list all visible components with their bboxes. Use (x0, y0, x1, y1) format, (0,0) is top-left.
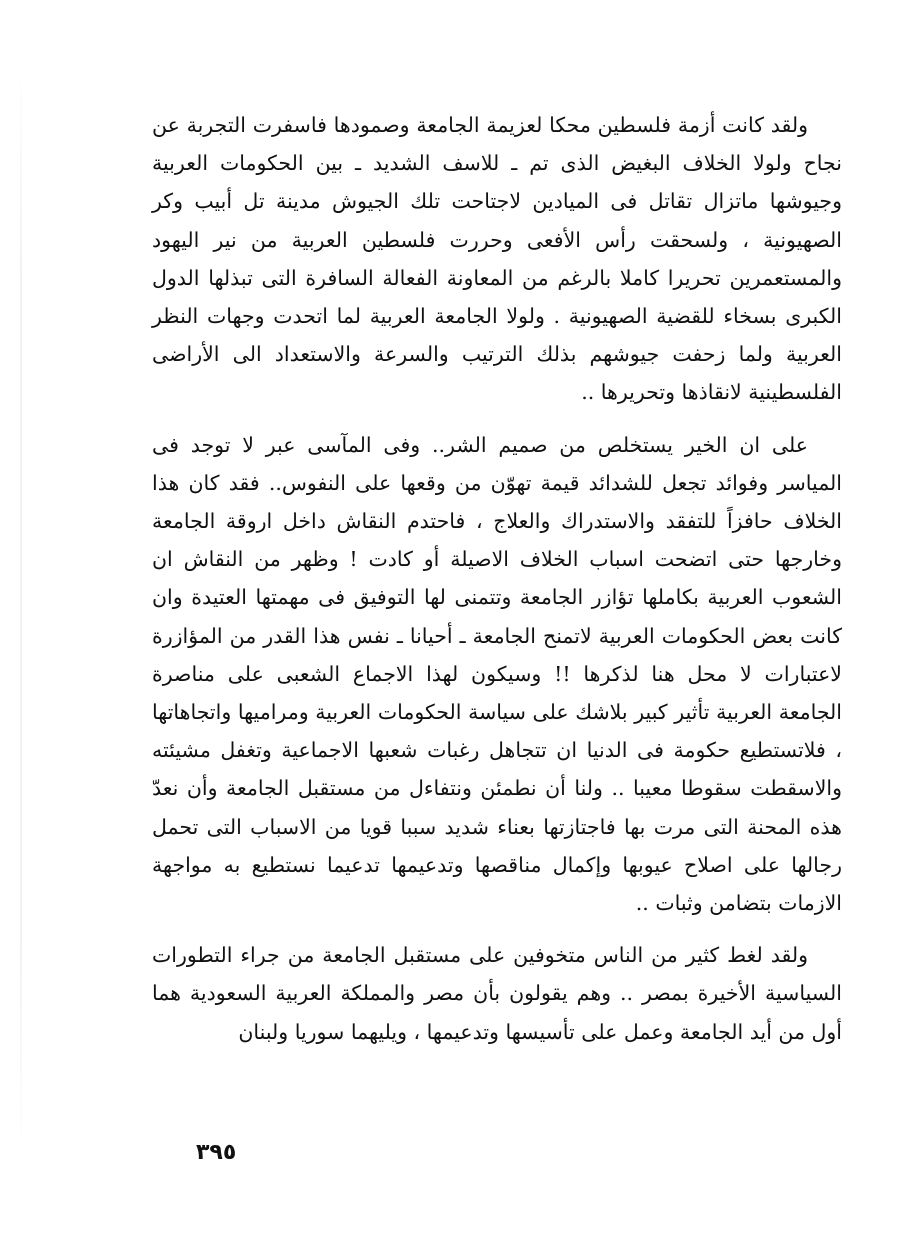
page-number: ٣٩٥ (196, 1140, 237, 1165)
paragraph-1: ولقد كانت أزمة فلسطين محكا لعزيمة الجامعة وصمودها فاسفرت التجربة عن نجاح ولولا الخلاف البغيض الذى تم ـ للاسف الشديد ـ بين الحكومات العربية وجيوشها ماتزال تقاتل فى الميادين لاجتاحت تلك الجيوش مدينة تل أبيب وكر الصهيونية ، ولسحقت رأس الأفعى وحررت فلسطين العربية من نير اليهود والمستعمرين تحريرا كاملا بالرغم من المعاونة الفعالة السافرة التى تبذلها الدول الكبرى بسخاء للقضية الصهيونية . ولولا الجامعة العربية لما اتحدت وجهات النظر العربية ولما زحفت جيوشهم بذلك الترتيب والسرعة والاستعداد الى الأراضى الفلسطينية لانقاذها وتحريرها .. (152, 113, 842, 405)
scan-binding-shadow (20, 60, 22, 1160)
paragraph-2: على ان الخير يستخلص من صميم الشر.. وفى المآسى عبر لا توجد فى المياسر وفوائد تجعل للشدائد قيمة تهوّن من وقعها على النفوس.. فقد كان هذا الخلاف حافزاً للتفقد والاستدراك والعلاج ، فاحتدم النقاش داخل اروقة الجامعة وخارجها حتى اتضحت اسباب الخلاف الاصيلة أو كادت ! وظهر من النقاش ان الشعوب العربية بكاملها تؤازر الجامعة وتتمنى لها التوفيق فى مهمتها العتيدة وان كانت بعض الحكومات العربية لاتمنح الجامعة ـ أحيانا ـ نفس هذا القدر من المؤازرة لاعتبارات لا محل هنا لذكرها !! وسيكون لهذا الاجماع الشعبى على مناصرة الجامعة العربية تأثير كبير بلاشك على سياسة الحكومات العربية ومراميها واتجاهاتها ، فلاتستطيع حكومة فى الدنيا ان تتجاهل رغبات شعبها الاجماعية وتغفل مشيئته والاسقطت سقوطا معيبا .. ولنا أن نطمئن ونتفاءل من مستقبل الجامعة وأن نعدّ هذه المحنة التى مرت بها فاجتازتها بعناء شديد سببا قويا من الاسباب التى تحمل رجالها على اصلاح عيوبها وإكمال مناقصها وتدعيمها تدعيما نستطيع به مواجهة الازمات بتضامن وثبات .. (152, 432, 842, 916)
body-text (152, 106, 842, 1051)
paragraph-3: ولقد لغط كثير من الناس متخوفين على مستقبل الجامعة من جراء التطورات السياسية الأخيرة بمصر .. وهم يقولون بأن مصر والمملكة العربية السعودية هما أول من أيد الجامعة وعمل على تأسيسها وتدعيمها ، ويليهما سوريا ولبنان (152, 943, 842, 1044)
